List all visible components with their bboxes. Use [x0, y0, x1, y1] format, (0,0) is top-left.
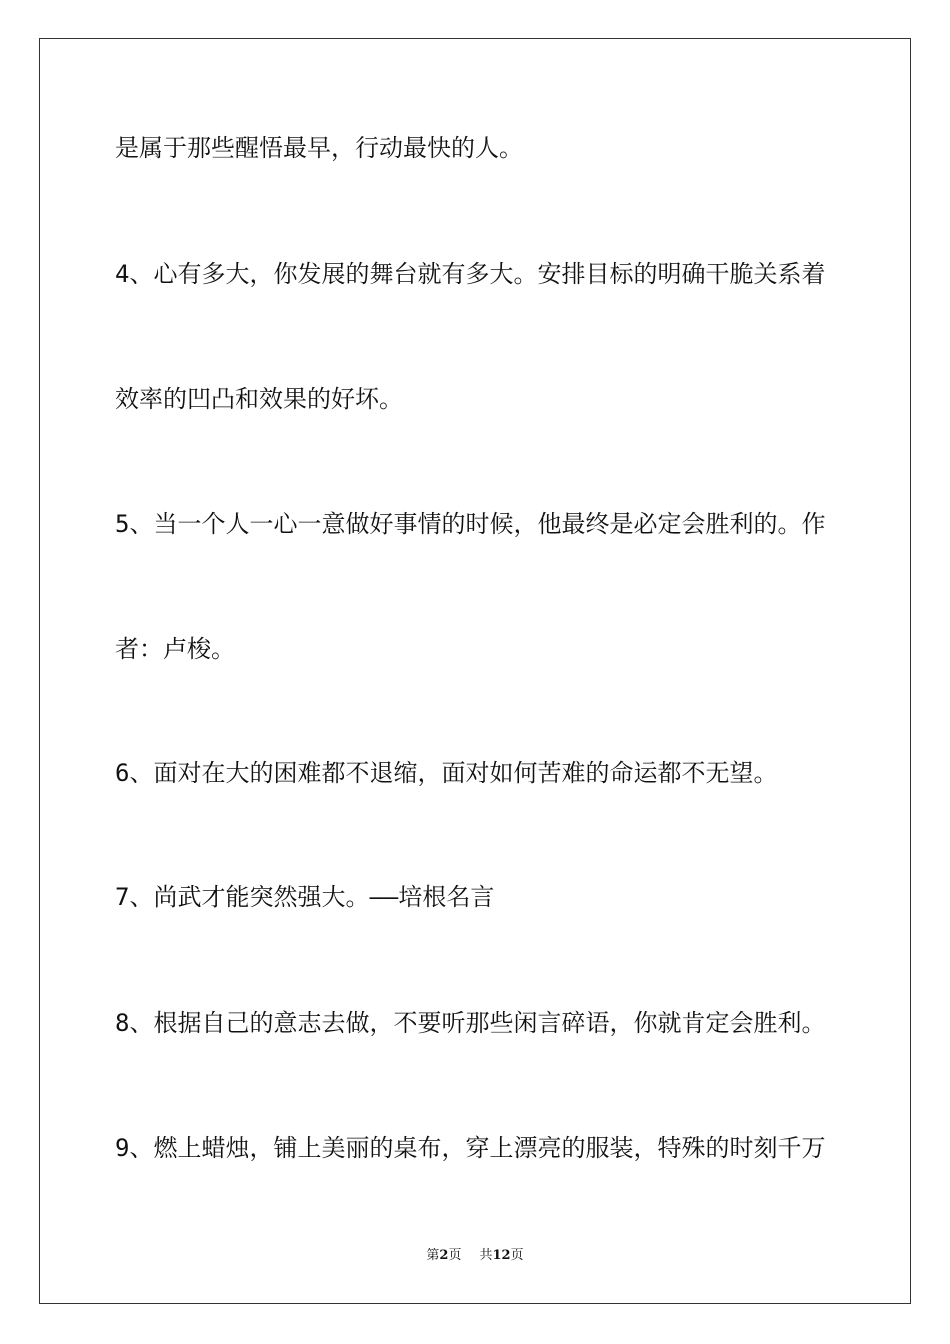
page-number: 2: [439, 1248, 449, 1263]
text-line-1: 是属于那些醒悟最早，行动最快的人。: [115, 134, 523, 162]
page-label-suffix: 页: [448, 1248, 462, 1263]
text-line-9: 9、燃上蜡烛，铺上美丽的桌布，穿上漂亮的服装，特殊的时刻千万: [115, 1134, 826, 1162]
text-line-4: 5、当一个人一心一意做好事情的时候，他最终是必定会胜利的。作: [115, 510, 826, 538]
text-line-7: 7、尚武才能突然强大。——培根名言: [115, 883, 495, 911]
total-pages: 12: [492, 1248, 511, 1263]
page-border: [39, 38, 911, 1304]
text-line-6: 6、面对在大的困难都不退缩，面对如何苦难的命运都不无望。: [115, 759, 778, 787]
text-line-5: 者：卢梭。: [115, 635, 235, 663]
total-label-suffix: 页: [510, 1248, 524, 1263]
text-line-8: 8、根据自己的意志去做，不要听那些闲言碎语，你就肯定会胜利。: [115, 1009, 826, 1037]
total-label-prefix: 共: [479, 1248, 493, 1263]
text-line-3: 效率的凹凸和效果的好坏。: [115, 385, 403, 413]
text-line-2: 4、心有多大，你发展的舞台就有多大。安排目标的明确干脆关系着: [115, 260, 826, 288]
page-label-prefix: 第: [426, 1248, 440, 1263]
page-footer: [0, 1247, 950, 1265]
